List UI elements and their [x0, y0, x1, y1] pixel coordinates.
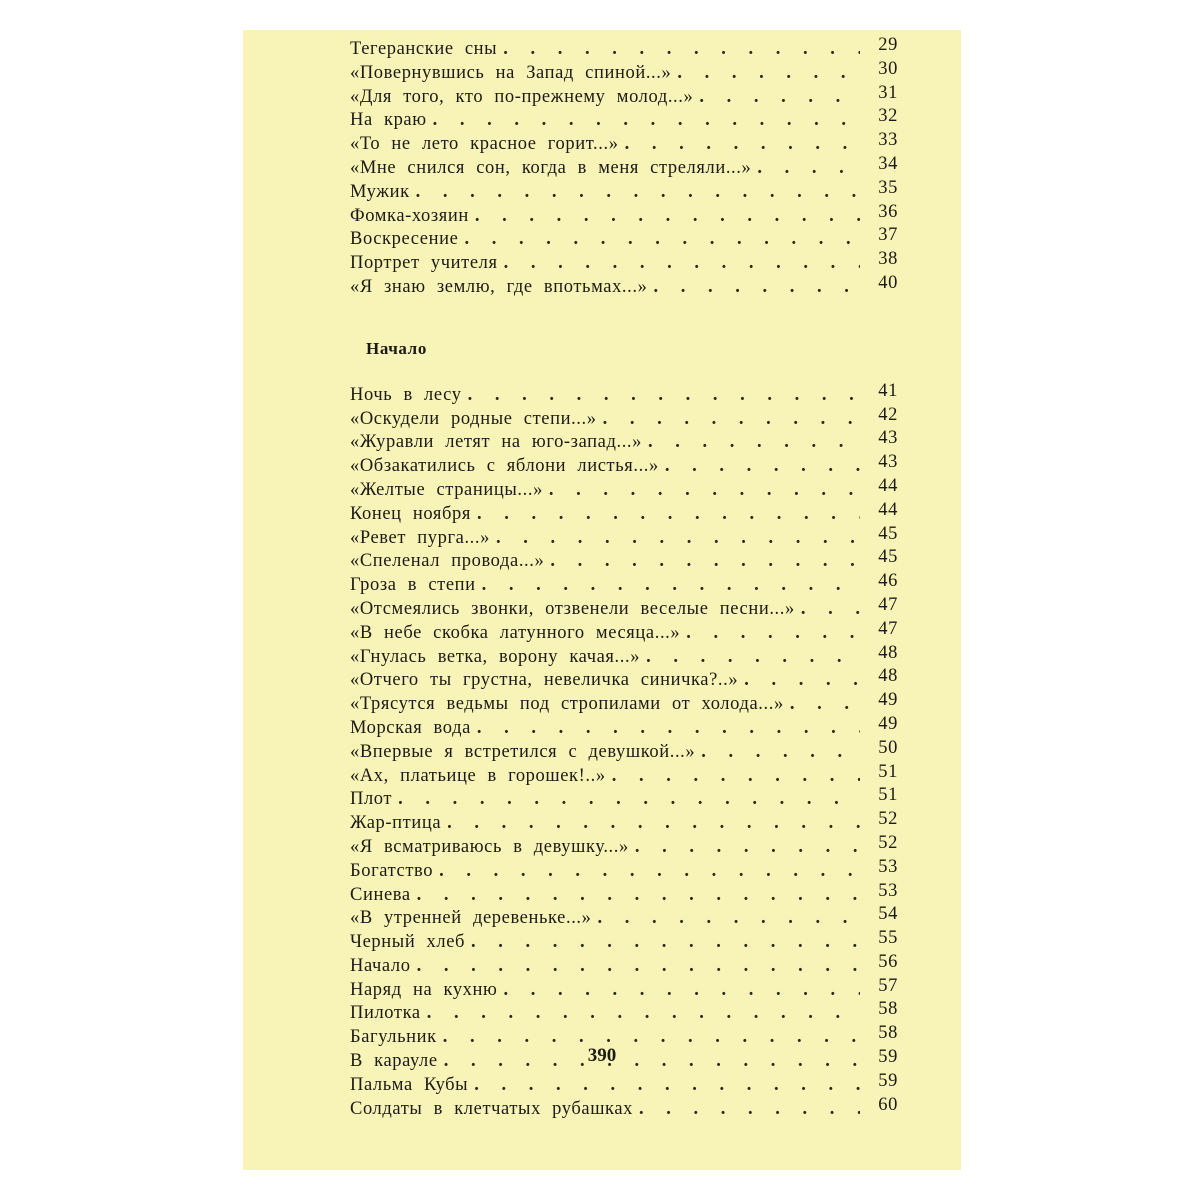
- toc-entry-title: «Я знаю землю, где впотьмах...»: [350, 276, 648, 297]
- toc-entry-page: 30: [878, 58, 898, 79]
- toc-entry-title: Пилотка: [350, 1003, 421, 1024]
- dot-leader: [417, 955, 860, 979]
- toc-entry: [350, 880, 898, 908]
- dot-leader: [648, 431, 860, 455]
- toc-entry: [350, 690, 898, 717]
- dot-leader: [790, 693, 860, 717]
- toc-group-1: [350, 35, 898, 300]
- dot-leader: [427, 1002, 860, 1026]
- toc-entry-page: 43: [878, 428, 898, 449]
- toc-entry-page: 43: [878, 452, 898, 473]
- toc-entry: [350, 999, 898, 1026]
- toc-entry-title: Фомка-хозяин: [350, 205, 469, 226]
- toc-entry-title: Тегеранские сны: [350, 39, 498, 59]
- toc-entry-title: Портрет учителя: [350, 253, 498, 274]
- dot-leader: [686, 622, 860, 646]
- toc-entry: [350, 594, 898, 622]
- toc-entry-title: Наряд на кухню: [350, 979, 498, 1000]
- toc-entry-page: 53: [878, 880, 898, 901]
- toc-entry-title: Багульник: [350, 1027, 437, 1048]
- toc-entry-page: 45: [878, 547, 898, 568]
- toc-entry: [350, 1070, 898, 1098]
- toc-entry-page: 55: [878, 928, 898, 949]
- dot-leader: [447, 812, 860, 836]
- toc-entry-title: «Трясутся ведьмы под стропилами от холода...»: [350, 694, 784, 715]
- toc-entry-page: 40: [878, 272, 898, 293]
- dot-leader: [504, 252, 860, 276]
- toc-entry-page: 58: [878, 1023, 898, 1044]
- toc-entry-title: «Впервые я встретился с девушкой...»: [350, 741, 696, 762]
- toc-entry-title: «Для того, кто по-прежнему молод...»: [350, 86, 694, 107]
- toc-entry-page: 35: [878, 177, 898, 198]
- toc-entry-title: Морская вода: [350, 717, 471, 738]
- toc-entry: [350, 35, 898, 62]
- dot-leader: [417, 884, 860, 908]
- toc-entry-page: 33: [878, 130, 898, 151]
- toc-entry: [350, 475, 898, 503]
- toc-entry-page: 38: [878, 249, 898, 270]
- dot-leader: [439, 860, 860, 884]
- dot-leader: [398, 788, 860, 812]
- toc-entry-page: 60: [878, 1094, 898, 1115]
- toc-entry: [350, 832, 898, 860]
- toc-entry: [350, 523, 898, 551]
- toc-entry: [350, 975, 898, 1003]
- dot-leader: [701, 741, 860, 765]
- toc-entry-page: 52: [878, 809, 898, 830]
- toc-entry-title: «Спеленал провода...»: [350, 551, 545, 572]
- toc-entry: [350, 951, 898, 979]
- toc-entry: [350, 428, 898, 455]
- dot-leader: [550, 550, 860, 574]
- toc-entry: [350, 856, 898, 884]
- toc-entry: [350, 904, 898, 931]
- toc-entry: [350, 404, 898, 432]
- toc-entry-title: Конец ноября: [350, 503, 471, 524]
- toc-entry-title: Ночь в лесу: [350, 384, 462, 405]
- dot-leader: [603, 408, 860, 432]
- toc-entry-page: 59: [878, 1070, 898, 1091]
- toc-entry-title: Синева: [350, 884, 411, 905]
- toc-entry-page: 57: [878, 975, 898, 996]
- dot-leader: [699, 86, 860, 110]
- toc-entry-page: 41: [878, 380, 898, 401]
- toc-entry: [350, 130, 898, 157]
- dot-leader: [477, 503, 860, 527]
- toc-entry: [350, 249, 898, 276]
- dot-leader: [744, 669, 860, 693]
- toc-entry: [350, 761, 898, 789]
- dot-leader: [482, 574, 860, 598]
- toc-entry-page: 32: [878, 106, 898, 127]
- table-of-contents: [350, 35, 898, 1121]
- section-spacer: [350, 300, 898, 334]
- dot-leader: [503, 979, 860, 1003]
- toc-entry-title: «В небе скобка латунного месяца...»: [350, 622, 681, 643]
- dot-leader: [471, 931, 860, 955]
- toc-entry: [350, 785, 898, 812]
- dot-leader: [665, 455, 860, 479]
- toc-entry-page: 51: [878, 785, 898, 806]
- toc-entry-page: 49: [878, 690, 898, 711]
- dot-leader: [625, 133, 860, 157]
- toc-entry-page: 47: [878, 594, 898, 615]
- toc-group-2: [350, 380, 898, 1122]
- toc-entry-title: «Желтые страницы...»: [350, 479, 543, 500]
- toc-entry-title: Черный хлеб: [350, 932, 466, 953]
- toc-entry: [350, 499, 898, 527]
- toc-entry: [350, 177, 898, 205]
- toc-entry-title: «Оскудели родные степи...»: [350, 408, 597, 429]
- toc-entry-page: 52: [878, 832, 898, 853]
- dot-leader: [757, 157, 860, 181]
- toc-entry: [350, 713, 898, 741]
- toc-entry-page: 29: [878, 35, 898, 55]
- toc-entry: [350, 666, 898, 693]
- toc-entry-title: «Мне снился сон, когда в меня стреляли...»: [350, 157, 752, 178]
- toc-entry-title: Мужик: [350, 181, 410, 202]
- toc-entry: [350, 153, 898, 181]
- toc-entry-page: 56: [878, 951, 898, 972]
- toc-entry-page: 59: [878, 1047, 898, 1068]
- toc-entry: [350, 571, 898, 598]
- dot-leader: [477, 717, 860, 741]
- toc-entry: [350, 106, 898, 133]
- toc-entry: [350, 272, 898, 300]
- toc-entry-title: «Отчего ты грустна, невеличка синичка?..»: [350, 670, 739, 691]
- toc-entry-title: Начало: [350, 955, 411, 976]
- toc-entry-page: 51: [878, 761, 898, 782]
- toc-entry: [350, 737, 898, 765]
- toc-entry-title: «Обзакатились с яблони листья...»: [350, 456, 659, 477]
- dot-leader: [635, 836, 860, 860]
- toc-entry-title: Богатство: [350, 860, 434, 881]
- toc-entry-page: 45: [878, 523, 898, 544]
- toc-entry-title: «Ревет пурга...»: [350, 527, 490, 548]
- dot-leader: [598, 907, 861, 931]
- toc-entry-page: 46: [878, 571, 898, 592]
- toc-entry-title: «Повернувшись на Запад спиной...»: [350, 62, 672, 83]
- toc-entry-page: 58: [878, 999, 898, 1020]
- toc-entry-title: «Я всматриваюсь в девушку...»: [350, 836, 629, 857]
- toc-entry: [350, 201, 898, 229]
- toc-entry: [350, 380, 898, 408]
- toc-entry-page: 48: [878, 666, 898, 687]
- toc-entry-page: 47: [878, 618, 898, 639]
- section-spacer: [350, 364, 898, 384]
- toc-entry: [350, 809, 898, 836]
- dot-leader: [653, 276, 860, 300]
- dot-leader: [646, 646, 860, 670]
- toc-entry-page: 34: [878, 153, 898, 174]
- dot-leader: [475, 205, 860, 229]
- toc-entry: [350, 547, 898, 574]
- dot-leader: [612, 765, 860, 789]
- section-heading: Начало: [366, 338, 427, 358]
- toc-entry-title: «То не лето красное горит...»: [350, 134, 619, 155]
- dot-leader: [474, 1074, 860, 1098]
- toc-entry: [350, 58, 898, 86]
- toc-entry: [350, 82, 898, 110]
- toc-entry: [350, 642, 898, 670]
- dot-leader: [801, 598, 860, 622]
- toc-entry-title: Пальма Кубы: [350, 1074, 469, 1095]
- dot-leader: [496, 527, 860, 551]
- toc-entry-page: 44: [878, 475, 898, 496]
- dot-leader: [639, 1098, 860, 1122]
- toc-entry-page: 49: [878, 713, 898, 734]
- toc-entry-title: «Ах, платьице в горошек!..»: [350, 765, 606, 786]
- toc-entry-title: Гроза в степи: [350, 575, 476, 596]
- toc-entry-title: «Гнулась ветка, ворону качая...»: [350, 646, 641, 667]
- toc-entry-page: 48: [878, 642, 898, 663]
- toc-entry-page: 50: [878, 737, 898, 758]
- dot-leader: [468, 384, 860, 408]
- toc-entry-title: Солдаты в клетчатых рубашках: [350, 1098, 634, 1119]
- toc-entry-page: 36: [878, 201, 898, 222]
- book-page: [243, 30, 961, 1170]
- toc-entry-title: Жар-птица: [350, 813, 442, 834]
- toc-entry-page: 54: [878, 904, 898, 925]
- toc-entry-page: 42: [878, 404, 898, 425]
- toc-entry: [350, 225, 898, 252]
- toc-entry-title: «Отсмеялись звонки, отзвенели веселые песни...»: [350, 598, 795, 619]
- dot-leader: [433, 109, 860, 133]
- toc-entry-page: 53: [878, 856, 898, 877]
- toc-entry-title: На краю: [350, 110, 427, 131]
- toc-entry: [350, 618, 898, 646]
- dot-leader: [549, 479, 860, 503]
- toc-entry-page: 37: [878, 225, 898, 246]
- toc-entry-page: 31: [878, 82, 898, 103]
- dot-leader: [416, 181, 860, 205]
- dot-leader: [503, 38, 860, 62]
- toc-entry-title: В карауле: [350, 1051, 438, 1072]
- toc-entry-page: 44: [878, 499, 898, 520]
- page-number: 390: [587, 1045, 617, 1066]
- dot-leader: [464, 228, 860, 252]
- toc-entry: [350, 928, 898, 955]
- toc-entry-title: «Журавли летят на юго-запад...»: [350, 432, 643, 453]
- dot-leader: [677, 62, 860, 86]
- toc-entry-title: «В утренней деревеньке...»: [350, 908, 592, 929]
- toc-entry-title: Плот: [350, 789, 393, 810]
- toc-entry: [350, 452, 898, 479]
- toc-entry: [350, 1094, 898, 1122]
- toc-entry-title: Воскресение: [350, 229, 459, 250]
